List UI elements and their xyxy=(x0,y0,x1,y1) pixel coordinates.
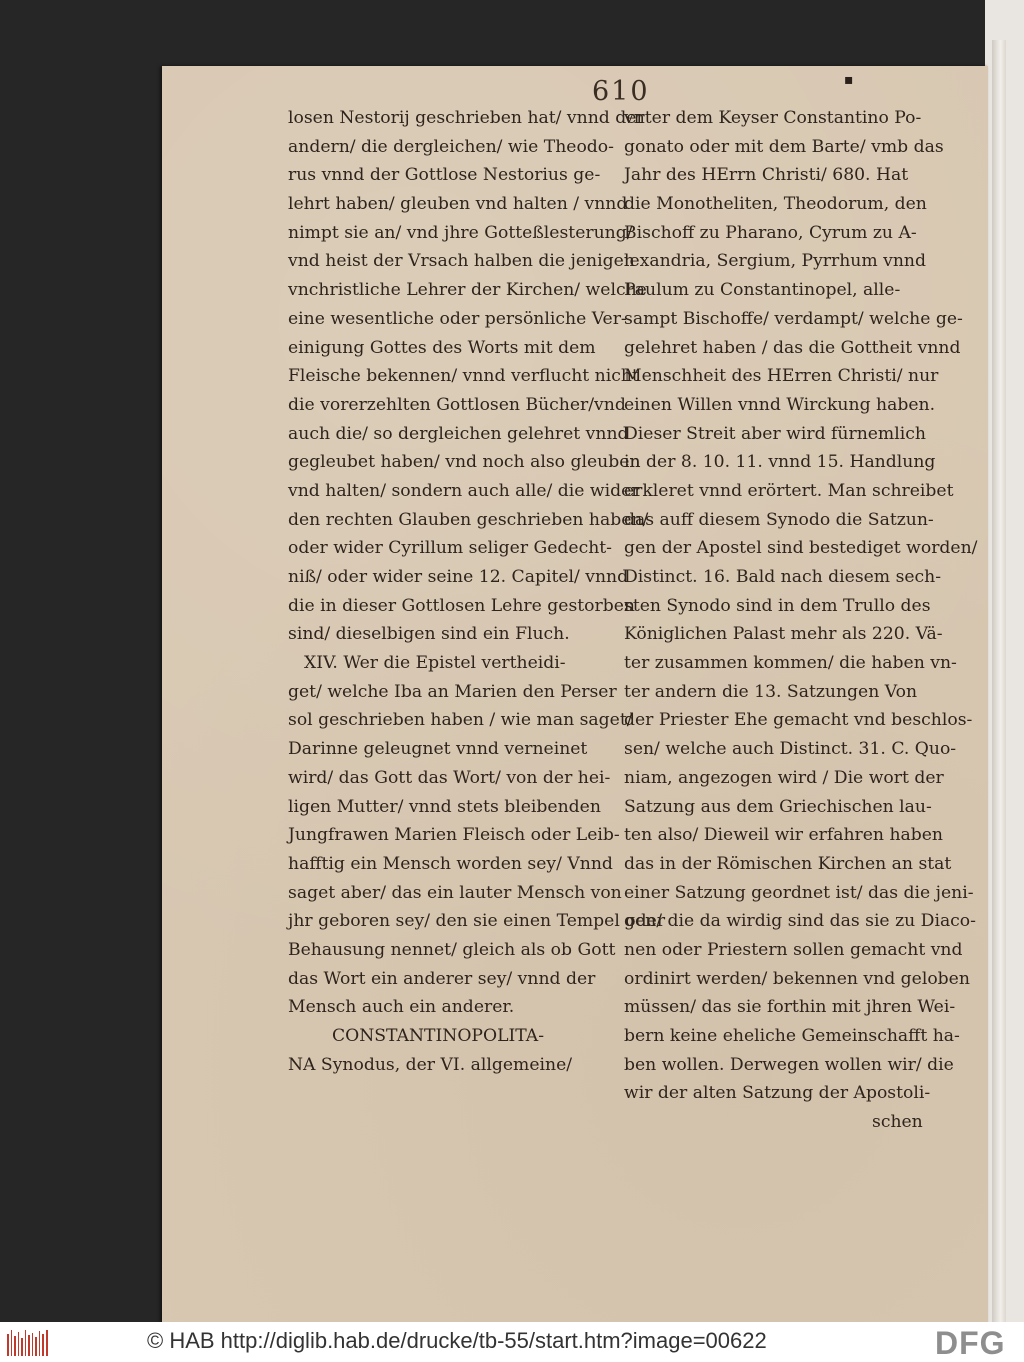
text-line: lehrt haben/ gleuben vnd halten / vnnd xyxy=(288,194,628,215)
text-line: gen der Apostel sind bestediget worden/ xyxy=(624,538,978,559)
text-line: einer Satzung geordnet ist/ das die jeni- xyxy=(624,882,974,903)
text-line: die Monotheliten, Theodorum, den xyxy=(624,194,927,215)
text-line: nen oder Priestern sollen gemacht vnd xyxy=(624,939,963,960)
text-line: get/ welche Iba an Marien den Perser xyxy=(288,681,617,702)
page-number: 610 xyxy=(592,76,650,107)
text-line: ordinirt werden/ bekennen vnd geloben xyxy=(624,968,970,989)
text-line: gegleubet haben/ vnd noch also gleuben xyxy=(288,452,641,473)
text-line: wir der alten Satzung der Apostoli- xyxy=(624,1083,931,1104)
text-line: Menschheit des HErren Christi/ nur xyxy=(624,366,939,387)
text-line: ligen Mutter/ vnnd stets bleibenden xyxy=(288,796,601,817)
section-heading-line: XIV. Wer die Epistel vertheidi- xyxy=(304,653,566,674)
text-line: hafftig ein Mensch worden sey/ Vnnd xyxy=(288,853,613,874)
text-line: vnd heist der Vrsach halben die jenigen xyxy=(288,251,635,272)
text-line: einen Willen vnnd Wirckung haben. xyxy=(624,394,936,415)
text-line: Jahr des HErrn Christi/ 680. Hat xyxy=(624,165,909,186)
text-line: oder wider Cyrillum seliger Gedecht- xyxy=(288,538,612,559)
text-line: einigung Gottes des Worts mit dem xyxy=(288,337,596,358)
text-line: die vorerzehlten Gottlosen Bücher/vnd xyxy=(288,394,626,415)
text-line: der Priester Ehe gemacht vnd beschlos- xyxy=(624,710,973,731)
viewer-footer xyxy=(0,1322,1024,1362)
text-line: lexandria, Sergium, Pyrrhum vnnd xyxy=(624,251,926,272)
text-line: vnter dem Keyser Constantino Po- xyxy=(624,108,922,128)
text-line: jhr geboren sey/ den sie einen Tempel oder xyxy=(288,911,666,932)
text-line: sampt Bischoffe/ verdampt/ welche ge- xyxy=(624,308,963,329)
text-line: nimpt sie an/ vnd jhre Gotteßlesterung/ xyxy=(288,222,633,243)
text-line: das Wort ein anderer sey/ vnnd der xyxy=(288,968,596,989)
text-line: Königlichen Palast mehr als 220. Vä- xyxy=(624,624,943,645)
barcode-icon xyxy=(7,1330,49,1356)
text-line: niam, angezogen wird / Die wort der xyxy=(624,767,944,788)
text-line: Bischoff zu Pharano, Cyrum zu A- xyxy=(624,222,917,243)
text-line: rus vnnd der Gottlose Nestorius ge- xyxy=(288,165,601,186)
text-line: Darinne geleugnet vnnd verneinet xyxy=(288,739,588,760)
text-line: losen Nestorij geschrieben hat/ vnnd der xyxy=(288,108,645,128)
text-line: NA Synodus, der VI. allgemeine/ xyxy=(288,1054,573,1075)
text-line: das auff diesem Synodo die Satzun- xyxy=(624,509,934,530)
text-line: gelehret haben / das die Gottheit vnnd xyxy=(624,337,961,358)
text-line: vnd halten/ sondern auch alle/ die wider xyxy=(288,480,640,501)
copyright-url[interactable]: © HAB http://diglib.hab.de/drucke/tb-55/start.htm?image=00622 xyxy=(147,1328,767,1353)
text-line: sten Synodo sind in dem Trullo des xyxy=(624,595,931,616)
text-line: Mensch auch ein anderer. xyxy=(288,997,515,1018)
text-line: sind/ dieselbigen sind ein Fluch. xyxy=(288,624,570,645)
section-heading-line: CONSTANTINOPOLITA- xyxy=(332,1026,545,1046)
text-line: Paulum zu Constantinopel, alle- xyxy=(624,280,901,301)
text-line: ben wollen. Derwegen wollen wir/ die xyxy=(624,1054,954,1075)
dfg-logo: DFG xyxy=(935,1325,1006,1361)
text-line: ter zusammen kommen/ die haben vn- xyxy=(624,653,957,674)
text-line: müssen/ das sie forthin mit jhren Wei- xyxy=(624,997,956,1018)
text-line: eine wesentliche oder persönliche Ver- xyxy=(288,308,627,329)
right-text-column xyxy=(624,104,978,1137)
text-line: gen/ die da wirdig sind das sie zu Diaco- xyxy=(624,911,976,932)
text-line: wird/ das Gott das Wort/ von der hei- xyxy=(288,767,611,788)
text-line: in der 8. 10. 11. vnnd 15. Handlung xyxy=(624,452,936,473)
text-line: Behausung nennet/ gleich als ob Gott xyxy=(288,939,616,960)
text-line: ter andern die 13. Satzungen Von xyxy=(624,681,918,702)
text-line: bern keine eheliche Gemeinschafft ha- xyxy=(624,1026,960,1046)
text-line: andern/ die dergleichen/ wie Theodo- xyxy=(288,136,614,157)
catchword-mark: ▪ xyxy=(844,72,854,88)
text-line: Dieser Streit aber wird fürnemlich xyxy=(624,423,926,444)
text-line: Jungfrawen Marien Fleisch oder Leib- xyxy=(288,825,620,846)
catchword: schen xyxy=(872,1112,923,1133)
text-line: saget aber/ das ein lauter Mensch von xyxy=(288,882,622,903)
text-line: Distinct. 16. Bald nach diesem sech- xyxy=(624,567,942,587)
text-line: die in dieser Gottlosen Lehre gestorben xyxy=(288,595,635,616)
text-line: Fleische bekennen/ vnnd verflucht nicht xyxy=(288,366,639,387)
text-line: auch die/ so dergleichen gelehret vnnd xyxy=(288,423,629,444)
text-line: sen/ welche auch Distinct. 31. C. Quo- xyxy=(624,739,957,760)
text-line: niß/ oder wider seine 12. Capitel/ vnnd xyxy=(288,567,629,587)
text-line: das in der Römischen Kirchen an stat xyxy=(624,853,952,874)
text-line: ten also/ Dieweil wir erfahren haben xyxy=(624,825,944,846)
text-line: vnchristliche Lehrer der Kirchen/ welche xyxy=(288,280,647,301)
book-binding-edge xyxy=(992,40,1006,1322)
text-line: sol geschrieben haben / wie man saget/ xyxy=(288,710,633,731)
text-line: den rechten Glauben geschrieben haben/ xyxy=(288,509,649,530)
text-line: erkleret vnnd erörtert. Man schreibet xyxy=(624,480,954,501)
text-line: gonato oder mit dem Barte/ vmb das xyxy=(624,136,944,157)
scanned-book-page xyxy=(162,66,988,1324)
text-line: Satzung aus dem Griechischen lau- xyxy=(624,796,932,817)
left-text-column xyxy=(288,104,666,1079)
